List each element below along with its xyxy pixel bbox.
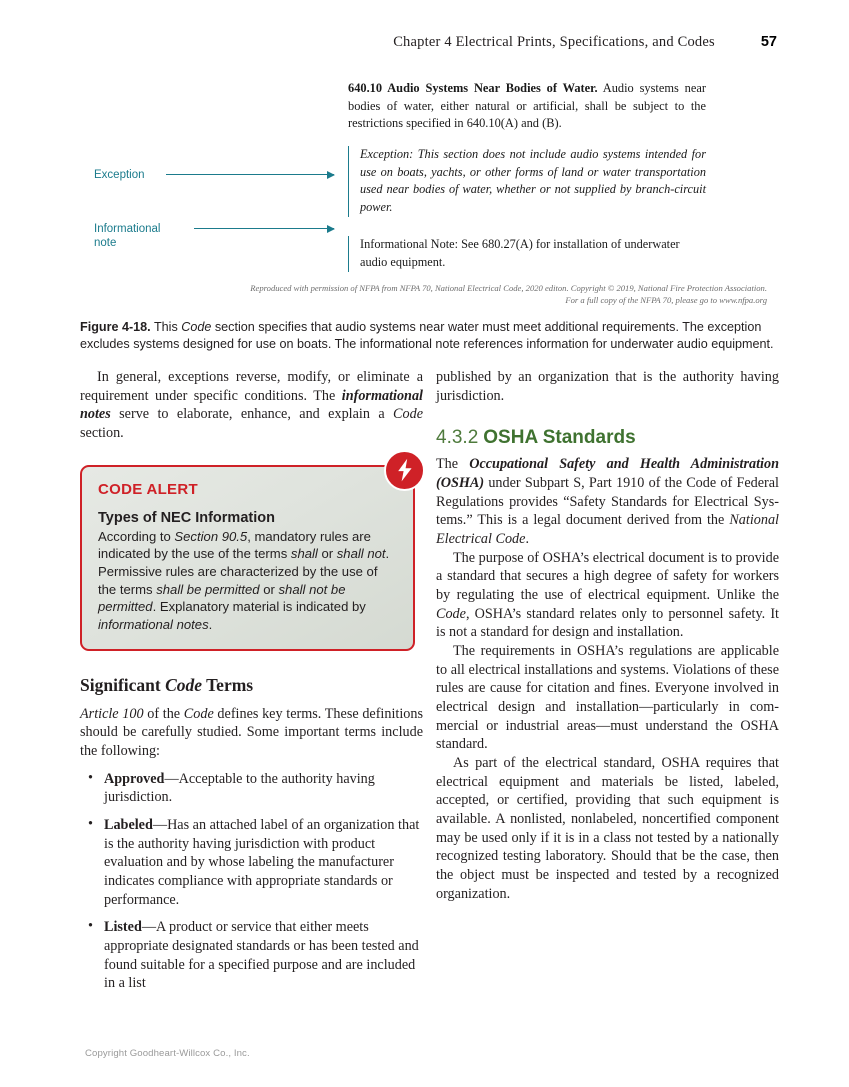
heading-number: 4.3.2 bbox=[436, 427, 479, 449]
paragraph-osha-requirements: The requirements in OSHA’s regulations are applicable to all electrical installations and systems. Violations of these rules are cause for citation and fines. Everyone involved in electrical design and installation—particularly in commercial or industrial areas—must understand the OSHA standard. bbox=[436, 643, 779, 753]
ca-text-3: or bbox=[317, 546, 337, 562]
sig-head-text-2: Terms bbox=[202, 674, 254, 695]
para-italic-code: Code bbox=[393, 406, 423, 423]
sig-head-text-1: Significant bbox=[80, 674, 166, 695]
osha-emphasis-full-name: Occupational Safety and Health Administration (OSHA) bbox=[436, 456, 779, 492]
bullet-icon: • bbox=[88, 769, 93, 786]
para-emphasis-informational-notes: informational notes bbox=[80, 387, 423, 423]
ca-text-7: . bbox=[208, 617, 213, 633]
para2-text-b: defines key terms. These definitions should be carefully studied. Some important terms include the following: bbox=[80, 705, 424, 760]
paragraph-osha-purpose bbox=[436, 549, 779, 642]
figure-credit-line-2: For a full copy of the NFPA 70, please go to www.nfpa.org bbox=[565, 295, 767, 306]
ca-italic-informational-notes: informational notes bbox=[98, 617, 209, 633]
ca-italic-shall-be-permitted: shall be permitted bbox=[156, 581, 260, 597]
osha2-italic-code: Code bbox=[436, 605, 466, 622]
code-alert-title: CODE ALERT bbox=[98, 480, 198, 498]
code-informational-note-text: See 680.27(A) for installation of underwater audio equipment. bbox=[360, 237, 680, 269]
term-definition: —Has an attached label of an organization that is the authority having jurisdiction with product evaluation and by whose labeling the manufacturer indicates compliance with appropriate standards or performance. bbox=[104, 817, 420, 908]
ca-text-6: . Explanatory material is indicated by bbox=[152, 599, 366, 615]
para-text-e: section. bbox=[80, 425, 124, 442]
code-exception-block bbox=[348, 146, 706, 217]
code-section-paragraph bbox=[348, 80, 706, 133]
code-alert-body bbox=[98, 528, 397, 634]
callout-informational-note-label bbox=[94, 222, 160, 250]
para2-italic-code: Code bbox=[183, 705, 214, 722]
paragraph-osha-definition bbox=[436, 455, 779, 548]
paragraph-osha-listed-equipment: As part of the electrical standard, OSHA requires that electrical equipment and materials be listed, labeled, accepted, or certified, providing that such equipment is available. A nonlisted, nonlabeled, noncertified component may be used only if it is in a class not tested by a nationally recognized testing laboratory. Should that be the case, then the object must be inspected and tested by a recognized organization. bbox=[436, 755, 779, 902]
footer-copyright: Copyright Goodheart-Willcox Co., Inc. bbox=[85, 1048, 250, 1059]
ca-italic-shall-not-be-permitted: shall not be permitted bbox=[98, 581, 346, 615]
para-text-c: serve to elaborate, enhance, and explain a bbox=[110, 406, 394, 423]
code-section-body: Audio systems near bodies of water, either natural or artificial, shall be subject to the restrictions specified in 640.10(A) and (B). bbox=[348, 81, 706, 131]
running-head-title: Chapter 4 Electrical Prints, Specifications, and Codes bbox=[393, 34, 715, 50]
figure-caption-label: Figure 4-18. bbox=[80, 319, 151, 334]
body-columns bbox=[80, 368, 779, 1018]
heading-osha-standards bbox=[436, 427, 779, 449]
list-item bbox=[80, 918, 423, 993]
sig-head-italic-code: Code bbox=[165, 674, 203, 695]
code-excerpt-column bbox=[348, 80, 706, 272]
figure-caption-text-1: This bbox=[150, 319, 182, 334]
left-column bbox=[80, 368, 423, 1002]
paragraph-carryover: published by an organization that is the authority having jurisdiction. bbox=[436, 369, 779, 404]
list-item bbox=[80, 816, 423, 909]
leader-line-informational-note bbox=[194, 228, 334, 229]
ca-italic-shall: shall bbox=[290, 546, 318, 562]
osha2-text-a: The purpose of OSHA’s electrical document is to provide a standard that secures a high degree of safety for workers by regulating the use of electrical equipment. Unlike the bbox=[436, 549, 779, 604]
leader-line-exception bbox=[166, 174, 334, 175]
term-name: Approved bbox=[104, 770, 165, 787]
arrow-head-icon bbox=[327, 225, 335, 233]
callout-informational-note-line1: Informational bbox=[94, 223, 161, 235]
code-informational-note-paragraph bbox=[360, 236, 706, 272]
ca-text-5: or bbox=[259, 581, 279, 597]
paragraph-exceptions-general bbox=[80, 368, 423, 443]
ca-italic-shall-not: shall not bbox=[336, 546, 386, 562]
lightning-bolt-icon bbox=[384, 450, 425, 491]
running-head bbox=[80, 34, 777, 51]
callout-exception-text: Exception bbox=[94, 169, 145, 181]
heading-significant-code-terms bbox=[80, 675, 423, 696]
para-italic-article-100: Article 100 bbox=[80, 705, 144, 722]
code-informational-note-label: Informational Note: bbox=[360, 237, 459, 252]
osha-text-a: The bbox=[436, 456, 470, 473]
figure-caption-text-2: section specifies that audio systems near water must meet additional requirements. The exception excludes systems designed for use on boats. The informational note references information for underwater audio equipment. bbox=[80, 319, 774, 352]
code-exception-text: Exception: This section does not include audio systems intended for use on boats, yachts, or other forms of land or water transportation used near bodies of water, whether or not supplied by branch-circuit power. bbox=[360, 146, 706, 215]
term-name: Listed bbox=[104, 919, 142, 936]
figure-caption-italic-1: Code bbox=[181, 319, 212, 334]
terms-list bbox=[80, 770, 423, 993]
ca-text-1: According to bbox=[98, 528, 175, 544]
osha-italic-nec: National Electrical Code bbox=[436, 512, 779, 548]
ca-text-4: . Permissive rules are characterized by the use of the terms bbox=[98, 546, 390, 597]
figure-credit-line-1: Reproduced with permission of NFPA from NFPA 70, National Electrical Code, 2020 editon. Copyright © 2019, National Fire Protection Association. bbox=[250, 282, 767, 293]
bullet-icon: • bbox=[88, 918, 93, 935]
code-alert-subtitle: Types of NEC Information bbox=[98, 509, 275, 526]
code-alert-box bbox=[80, 465, 415, 651]
figure-4-18 bbox=[80, 80, 777, 353]
osha-text-b: under Subpart S, Part 1910 of the Code of Federal Regulations provides “Safety Standards for Electrical Systems.” This is a legal document derived from the bbox=[436, 475, 779, 529]
heading-text: OSHA Standards bbox=[483, 427, 636, 449]
paragraph-article-100 bbox=[80, 705, 423, 761]
term-definition: —Acceptable to the authority having jurisdiction. bbox=[104, 770, 375, 806]
ca-text-2: , mandatory rules are indicated by the use of the terms bbox=[98, 528, 371, 562]
bullet-icon: • bbox=[88, 816, 93, 833]
page-number: 57 bbox=[760, 34, 777, 50]
term-definition: —A product or service that either meets appropriate designated standards or has been tested and found suitable for a specified purpose and are included in a list bbox=[104, 919, 419, 992]
figure-artwork bbox=[80, 80, 777, 272]
figure-caption bbox=[80, 319, 777, 354]
code-informational-note-block bbox=[348, 236, 706, 272]
ca-italic-section-90-5: Section 90.5 bbox=[174, 528, 248, 544]
right-column bbox=[436, 368, 779, 903]
term-name: Labeled bbox=[104, 817, 153, 834]
callout-exception-label bbox=[94, 168, 145, 182]
code-section-heading: 640.10 Audio Systems Near Bodies of Water. bbox=[348, 81, 598, 95]
para-text-a: In general, exceptions reverse, modify, or eliminate a requirement under specific conditions. The bbox=[80, 369, 423, 404]
figure-credit bbox=[80, 282, 777, 307]
osha-text-c: . bbox=[525, 531, 529, 548]
osha2-text-b: , OSHA’s standard relates only to personnel safety. It is not a standard for design and installation. bbox=[436, 605, 779, 641]
para2-text-a: of the bbox=[143, 705, 184, 722]
arrow-head-icon bbox=[327, 171, 335, 179]
list-item bbox=[80, 770, 423, 807]
callout-informational-note-line2: note bbox=[94, 237, 117, 250]
